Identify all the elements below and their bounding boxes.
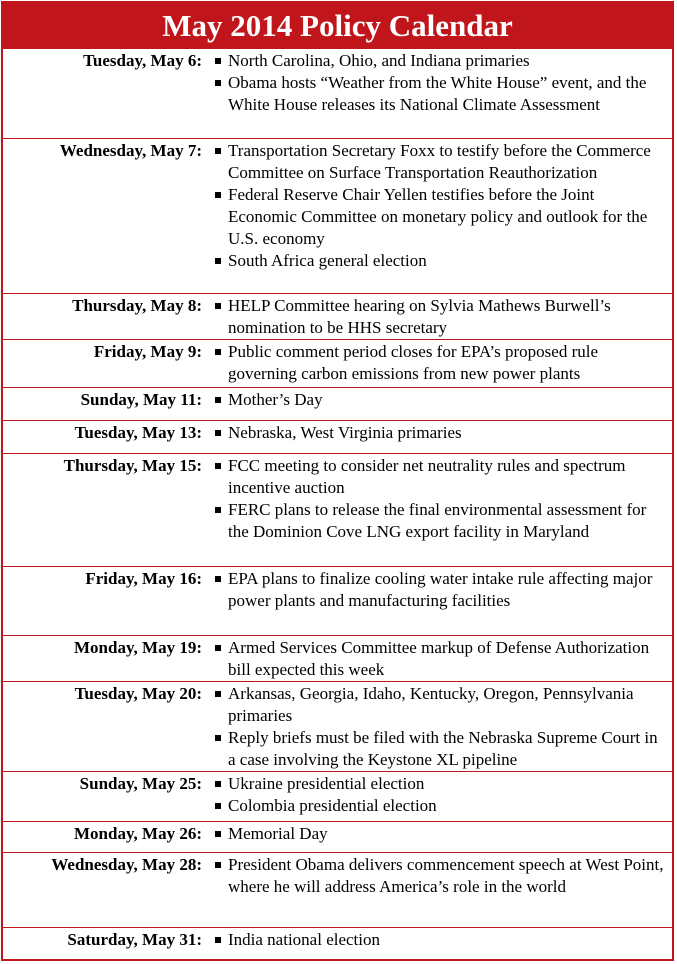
- calendar-row: [3, 771, 672, 821]
- calendar-date: Sunday, May 25:: [79, 773, 202, 793]
- event-item: FCC meeting to consider net neutrality rules and spectrum incentive auction: [214, 455, 666, 499]
- calendar-events: [214, 293, 672, 339]
- event-item: Colombia presidential election: [214, 795, 666, 817]
- event-item: Nebraska, West Virginia primaries: [214, 422, 666, 444]
- event-list: [214, 568, 666, 612]
- calendar-date: Saturday, May 31:: [67, 929, 202, 949]
- calendar-title: May 2014 Policy Calendar: [3, 3, 672, 49]
- event-list: [214, 389, 666, 411]
- event-list: [214, 773, 666, 817]
- calendar-row: [3, 566, 672, 635]
- event-item: Obama hosts “Weather from the White House” event, and the White House releases its National Climate Assessment: [214, 72, 666, 116]
- calendar-date: Thursday, May 8:: [72, 295, 202, 315]
- event-item: Federal Reserve Chair Yellen testifies before the Joint Economic Committee on monetary policy and outlook for the U.S. economy: [214, 184, 666, 250]
- calendar-events: [214, 138, 672, 293]
- calendar-events: [214, 339, 672, 387]
- calendar-events: [214, 681, 672, 771]
- event-item: FERC plans to release the final environmental assessment for the Dominion Cove LNG export facility in Maryland: [214, 499, 666, 543]
- event-item: Memorial Day: [214, 823, 666, 845]
- calendar-date: Monday, May 19:: [74, 637, 202, 657]
- event-item: Ukraine presidential election: [214, 773, 666, 795]
- event-item: Reply briefs must be filed with the Nebraska Supreme Court in a case involving the Keystone XL pipeline: [214, 727, 666, 771]
- calendar-date: Tuesday, May 20:: [74, 683, 202, 703]
- event-list: [214, 50, 666, 116]
- calendar-date: Tuesday, May 13:: [74, 422, 202, 442]
- calendar-events: [214, 927, 672, 958]
- event-item: President Obama delivers commencement speech at West Point, where he will address America’s role in the world: [214, 854, 666, 898]
- calendar-events: [214, 771, 672, 821]
- event-list: [214, 341, 666, 385]
- event-list: [214, 422, 666, 444]
- event-item: EPA plans to finalize cooling water intake rule affecting major power plants and manufacturing facilities: [214, 568, 666, 612]
- calendar-row: [3, 339, 672, 387]
- event-item: North Carolina, Ohio, and Indiana primaries: [214, 50, 666, 72]
- calendar-events: [214, 821, 672, 852]
- calendar-events: [214, 49, 672, 138]
- calendar-date: Sunday, May 11:: [80, 389, 202, 409]
- event-list: [214, 854, 666, 898]
- calendar-table: [3, 49, 672, 958]
- calendar-events: [214, 453, 672, 566]
- calendar-date: Monday, May 26:: [74, 823, 202, 843]
- event-item: Mother’s Day: [214, 389, 666, 411]
- event-item: Public comment period closes for EPA’s proposed rule governing carbon emissions from new power plants: [214, 341, 666, 385]
- calendar-date: Wednesday, May 7:: [59, 140, 202, 160]
- event-item: India national election: [214, 929, 666, 951]
- calendar-row: [3, 852, 672, 927]
- event-list: [214, 683, 666, 771]
- calendar-events: [214, 852, 672, 927]
- calendar-row: [3, 821, 672, 852]
- calendar-row: [3, 420, 672, 453]
- event-item: Arkansas, Georgia, Idaho, Kentucky, Oregon, Pennsylvania primaries: [214, 683, 666, 727]
- calendar-row: [3, 453, 672, 566]
- calendar-row: [3, 681, 672, 771]
- calendar-row: [3, 49, 672, 138]
- calendar-row: [3, 387, 672, 420]
- event-list: [214, 637, 666, 681]
- calendar-row: [3, 635, 672, 681]
- calendar-events: [214, 420, 672, 453]
- event-item: Armed Services Committee markup of Defense Authorization bill expected this week: [214, 637, 666, 681]
- event-item: Transportation Secretary Foxx to testify before the Commerce Committee on Surface Transportation Reauthorization: [214, 140, 666, 184]
- event-list: [214, 929, 666, 951]
- calendar-date: Friday, May 16:: [85, 568, 202, 588]
- calendar-events: [214, 635, 672, 681]
- policy-calendar: [1, 1, 674, 961]
- event-list: [214, 295, 666, 339]
- event-item: HELP Committee hearing on Sylvia Mathews Burwell’s nomination to be HHS secretary: [214, 295, 666, 339]
- calendar-date: Thursday, May 15:: [63, 455, 202, 475]
- calendar-date: Friday, May 9:: [93, 341, 202, 361]
- calendar-date: Wednesday, May 28:: [51, 854, 202, 874]
- calendar-row: [3, 138, 672, 293]
- event-item: South Africa general election: [214, 250, 666, 272]
- event-list: [214, 140, 666, 272]
- event-list: [214, 455, 666, 543]
- calendar-events: [214, 387, 672, 420]
- event-list: [214, 823, 666, 845]
- calendar-row: [3, 927, 672, 958]
- calendar-events: [214, 566, 672, 635]
- calendar-date: Tuesday, May 6:: [83, 51, 202, 70]
- calendar-row: [3, 293, 672, 339]
